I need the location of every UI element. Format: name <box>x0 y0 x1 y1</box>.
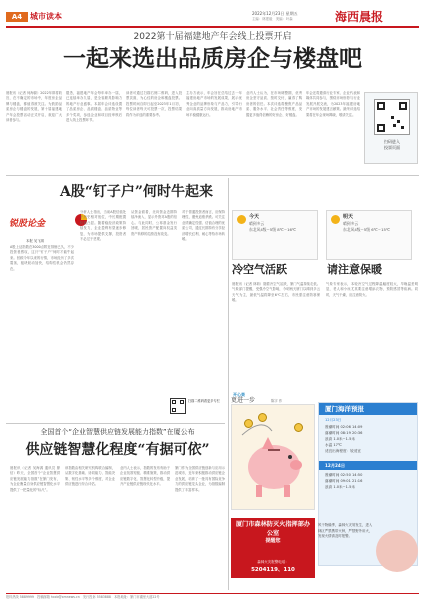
forecast-row: 落潮时间 09:01 21:16 <box>325 479 363 483</box>
header-divider <box>6 26 419 28</box>
supply-headline: 供应链智慧化程度“有据可依” <box>25 442 210 458</box>
weather-day: 明天 <box>343 214 354 220</box>
lead-column: 读者可通过扫描右侧二维码，进入投票页面，为心仪的房企和楼盘投票。投票时间自即日起至2023年1月初，每位读者每天可投票一次，投票结果将作为评选的重要参考。 <box>126 91 182 117</box>
column-qr-icon[interactable] <box>170 398 186 414</box>
stock-column: 从资金面看，北向资金近期持续净流入，显示外资对A股的信心。与此同时，公募基金发行回暖，居民资产配置向权益类资产转移的趋势没有改变。 <box>131 210 177 236</box>
qr-caption: 扫描二维码看更多专栏 <box>188 399 220 403</box>
fire-notice-text: 风干物燥季，森林火灾易发生，进入林区严禁携带火种，严禁野外用火，发现火情请及时报警。 <box>318 523 373 539</box>
footer-info: 报料热线 5889999 投稿邮箱 hxcb@xmnews.cn 发行投诉 5583888 本报地址：厦门市湖里大道22号 <box>6 595 160 599</box>
column-logo-text: 锐股论金 <box>9 219 46 229</box>
lead-column: 主办方表示，年会旨在总结过去一年福建房地产市场的发展成果，展示优秀企业的品牌形象与产品力，引导行业向高质量方向发展，推动房地产市场平稳健康运行。 <box>186 91 242 117</box>
lead-column: 业内人士认为，在市场调整期，优秀房企坚守品质、按时交付，赢得了购房者的信任。本次评选将聚焦产品品质、服务水平、社会责任等维度，发掘更多值得信赖的好房企、好楼盘。 <box>246 91 302 117</box>
coin-icon <box>294 423 303 432</box>
divider <box>6 423 225 424</box>
weather-temp: 东北风4级~5级 8℃~16℃ <box>249 227 297 232</box>
forecast-date: 12月24日 <box>325 463 346 468</box>
weather-day: 今天 <box>249 214 260 220</box>
sea-forecast-title: 厦门海洋预报 <box>325 405 364 413</box>
cold-headline: 冷空气活跃 <box>232 263 287 276</box>
forecast-row: 水温 17℃ <box>325 443 342 447</box>
forecast-row: 浪高 1.0米~1.5米 <box>325 485 355 489</box>
forecast-row: 浪高 1.0米~1.5米 <box>325 437 355 441</box>
vertical-divider <box>228 178 229 590</box>
lead-headline: 一起来选出品质房企与楼盘吧 <box>63 45 362 72</box>
lead-column: 年会还将邀请行业专家、企业代表和媒体共同参与，围绕市场形势与行业发展开展交流，为2023年福建房地产市场的发展建言献策。最终评选结果将在年会现场揭晓，敬请关注。 <box>306 91 360 117</box>
comic-section-label: 开心果 <box>233 392 245 397</box>
fire-notice-subtitle: 提醒您 <box>265 538 281 544</box>
lead-column: 据悉，福建地产年会每年举办一届，已连续举办九届，是全省颇具影响力的地产行业盛事。本届年会评选设置了品质房企、品质楼盘、品质物业等多个奖项，参选企业和项目经审核后进入线上投票环节。 <box>66 91 122 123</box>
column-logo <box>9 218 69 238</box>
weather-today <box>232 210 318 260</box>
lead-kicker: 2022第十届福建地产年会线上投票开启 <box>133 32 292 42</box>
author-byline: 本报 吴飞琪 <box>26 239 45 243</box>
supply-kicker: 全国首个“企业智慧供应链发展能力指数”在厦公布 <box>40 428 195 436</box>
comic-author: 陈宇 作 <box>271 399 283 403</box>
weather-condition: 晴到多云 <box>249 221 265 226</box>
forecast-date: 12月23日 <box>325 418 342 422</box>
coin-icon <box>244 419 253 428</box>
footer-divider <box>6 593 419 594</box>
page-number: A4 <box>6 12 28 22</box>
comic-panel <box>231 392 315 510</box>
forecast-row: 涨潮时间 02:06 14:09 <box>325 425 363 429</box>
vote-qr-ad[interactable] <box>364 92 418 164</box>
cold-column: 气象专家表示，本轮冷空气过程降温幅度较大，早晚温差明显，老人和小孩尤其要注意增添衣物，预防感冒等疾病。同时，天气干燥，应注意防火。 <box>326 282 418 297</box>
issue-date: 2022年12月23日 星期五 <box>252 11 298 16</box>
ad-caption: 扫码进入 <box>384 139 400 144</box>
lead-column: 晨报讯（记者 何海源）2022年即将收官，在不确定的市场中，年度房企品牌与楼盘，都值得被关注。为鼓励品质房企与楼盘的发展，第十届福建地产年会投票活动正式开启，欢迎广大读者参与。 <box>6 91 62 123</box>
divider <box>6 175 419 176</box>
weather-temp: 东北风4级~5级 6℃~15℃ <box>343 227 391 232</box>
forecast-row: 落潮时间 08:19 20:36 <box>325 431 363 435</box>
masthead-logo <box>335 8 419 26</box>
comic-title: 更进一步 <box>231 397 256 404</box>
sun-icon <box>237 215 246 224</box>
coin-icon <box>258 413 267 422</box>
stock-headline: A股“钉子户”何时牛起来 <box>60 184 213 200</box>
qr-code-icon[interactable] <box>374 99 410 135</box>
weather-tomorrow <box>326 210 412 260</box>
fire-mascot-illustration <box>376 530 418 572</box>
sun-icon <box>331 215 340 224</box>
hotline-number: 5204119、110 <box>251 567 295 573</box>
forecast-row: 涨潮时间 02:50 14:50 <box>325 473 363 477</box>
supply-column: 厦门作为全国供应链创新与应用示范城市，近年来积极推动供应链企业发展，培育了一批具有国际竞争力的供应链龙头企业，为指数编制提供了丰富样本。 <box>175 466 225 492</box>
comic-illustration <box>231 404 315 510</box>
stock-column: 对于普通投资者而言，应保持理性，避免追涨杀跌。可关注业绩确定性强、估值合理的优质公司，通过长期持有分享经济增长红利，耐心等待市场转暖。 <box>182 210 225 242</box>
forecast-row: 适宜出海程度：较适宜 <box>325 449 361 453</box>
supply-column: 业内人士表示，指数的发布有助于企业找准短板、精准施策，推动供应链数字化、智慧化转型升级，提升产业链供应链现代化水平。 <box>120 466 170 487</box>
stock-column: A股上证指数在3000点附近徘徊已久，不少投资者感叹，这只“钉子户”何时才能牛起来。回顾今年以来的行情，市场经历了多次震荡，板块轮动加快，结构性机会仍然存在。 <box>10 245 74 271</box>
hotline-label: 森林火灾报警电话： <box>257 560 289 564</box>
fire-prevention-notice <box>231 518 315 578</box>
editor-line: 主编：林建毅 美编：叶森 <box>252 17 293 21</box>
supply-column: 晨报讯（记者 吴海源 通讯员 厦信）昨天，全国首个“企业智慧供应链发展能力指数”在厦门发布，为企业衡量自身供应链智慧化水平提供了一把量化的“标尺”。 <box>10 466 60 492</box>
stock-column: 分析人士指出，当前A股估值处于历史相对低位，中长期配置价值凸显。随着稳经济政策持续发力，企业盈利有望逐步修复，为市场提供支撑，投资者不必过于悲观。 <box>80 210 126 242</box>
ad-caption: 投票页面 <box>384 145 400 150</box>
section-title: 城市读本 <box>30 12 62 21</box>
weather-condition: 晴到多云 <box>343 221 359 226</box>
supply-column: 该指数由相关研究机构联合编制，从数字化基础、协同能力、智能决策、韧性水平等多个维度，对企业供应链进行综合评估。 <box>65 466 115 487</box>
cold-column: 晨报讯（记者 林莉）随着冷空气活跃，厦门气温持续走低。气象部门提醒，受强冷空气影响，今明两天厦门以晴到多云天气为主，最低气温将降至6℃左右，市民需注意防寒保暖。 <box>232 282 320 303</box>
masthead-text: 海西晨报 <box>335 10 384 24</box>
fire-notice-title: 厦门市森林防灭火指挥部办公室 <box>235 521 311 537</box>
cold-headline: 请注意保暖 <box>327 263 382 276</box>
